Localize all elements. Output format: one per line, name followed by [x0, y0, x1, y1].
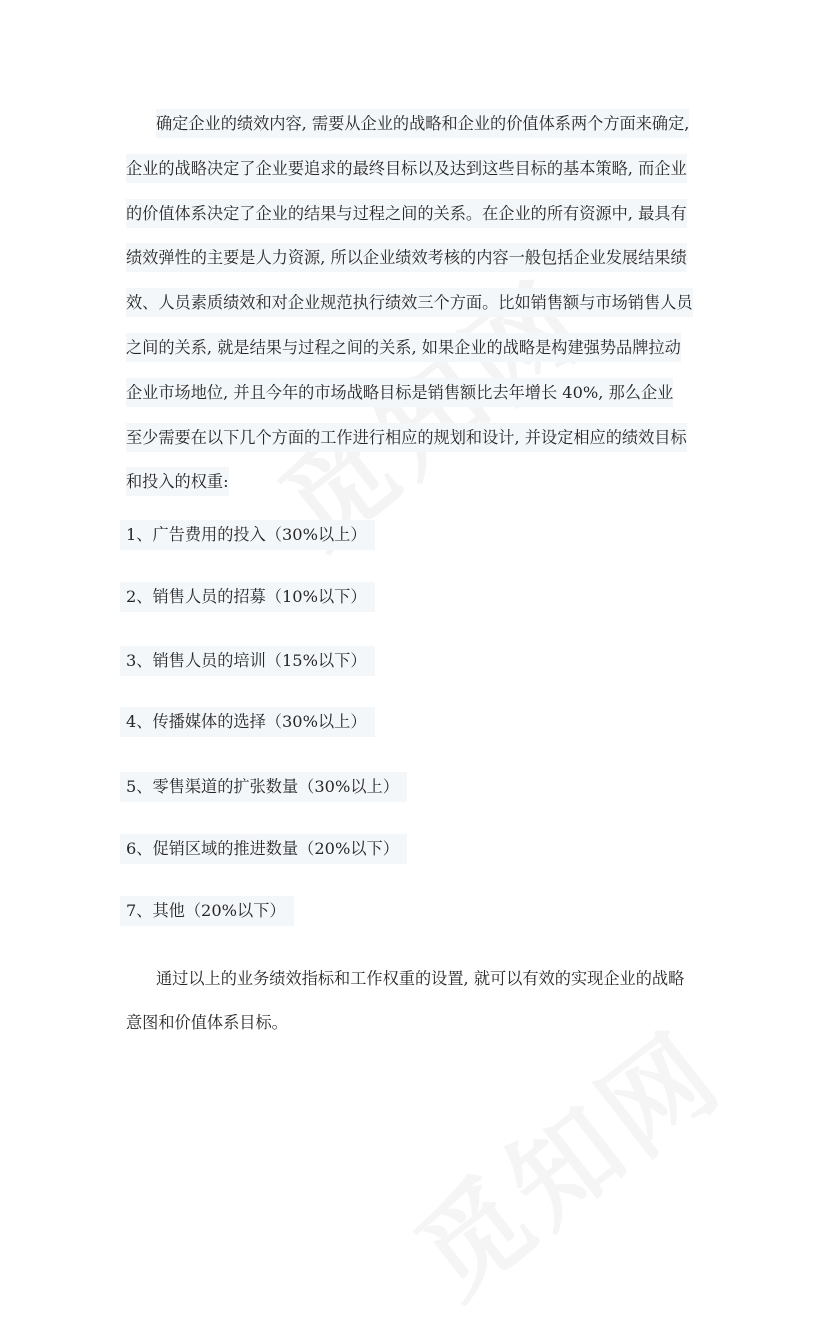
list-item: 5、零售渠道的扩张数量（30%以上） [120, 772, 407, 802]
paragraph-line: 意图和价值体系目标。 [126, 1013, 288, 1032]
paragraph-line: 效、人员素质绩效和对企业规范执行绩效三个方面。比如销售额与市场销售人员 [126, 281, 716, 326]
paragraph-line: 至少需要在以下几个方面的工作进行相应的规划和设计, 并设定相应的绩效目标 [126, 416, 716, 461]
list-item: 6、促销区域的推进数量（20%以下） [120, 834, 407, 864]
conclusion-paragraph [126, 957, 716, 1045]
list-item: 2、销售人员的招募（10%以下） [120, 582, 375, 612]
list-item: 4、传播媒体的选择（30%以上） [120, 707, 375, 737]
paragraph-line: 和投入的权重: [126, 460, 716, 505]
intro-paragraph [126, 102, 716, 505]
list-item: 7、其他（20%以下） [120, 896, 294, 926]
list-item: 1、广告费用的投入（30%以上） [120, 520, 375, 550]
paragraph-line: 企业的战略决定了企业要追求的最终目标以及达到这些目标的基本策略, 而企业 [126, 147, 716, 192]
paragraph-line: 企业市场地位, 并且今年的市场战略目标是销售额比去年增长 40%, 那么企业 [126, 371, 716, 416]
paragraph-line: 确定企业的绩效内容, 需要从企业的战略和企业的价值体系两个方面来确定, [126, 102, 716, 147]
list-item: 3、销售人员的培训（15%以下） [120, 646, 375, 676]
paragraph-line: 通过以上的业务绩效指标和工作权重的设置, 就可以有效的实现企业的战略 [156, 969, 685, 988]
paragraph-line: 之间的关系, 就是结果与过程之间的关系, 如果企业的战略是构建强势品牌拉动 [126, 326, 716, 371]
paragraph-line: 的价值体系决定了企业的结果与过程之间的关系。在企业的所有资源中, 最具有 [126, 192, 716, 237]
paragraph-line: 绩效弹性的主要是人力资源, 所以企业绩效考核的内容一般包括企业发展结果绩 [126, 236, 716, 281]
